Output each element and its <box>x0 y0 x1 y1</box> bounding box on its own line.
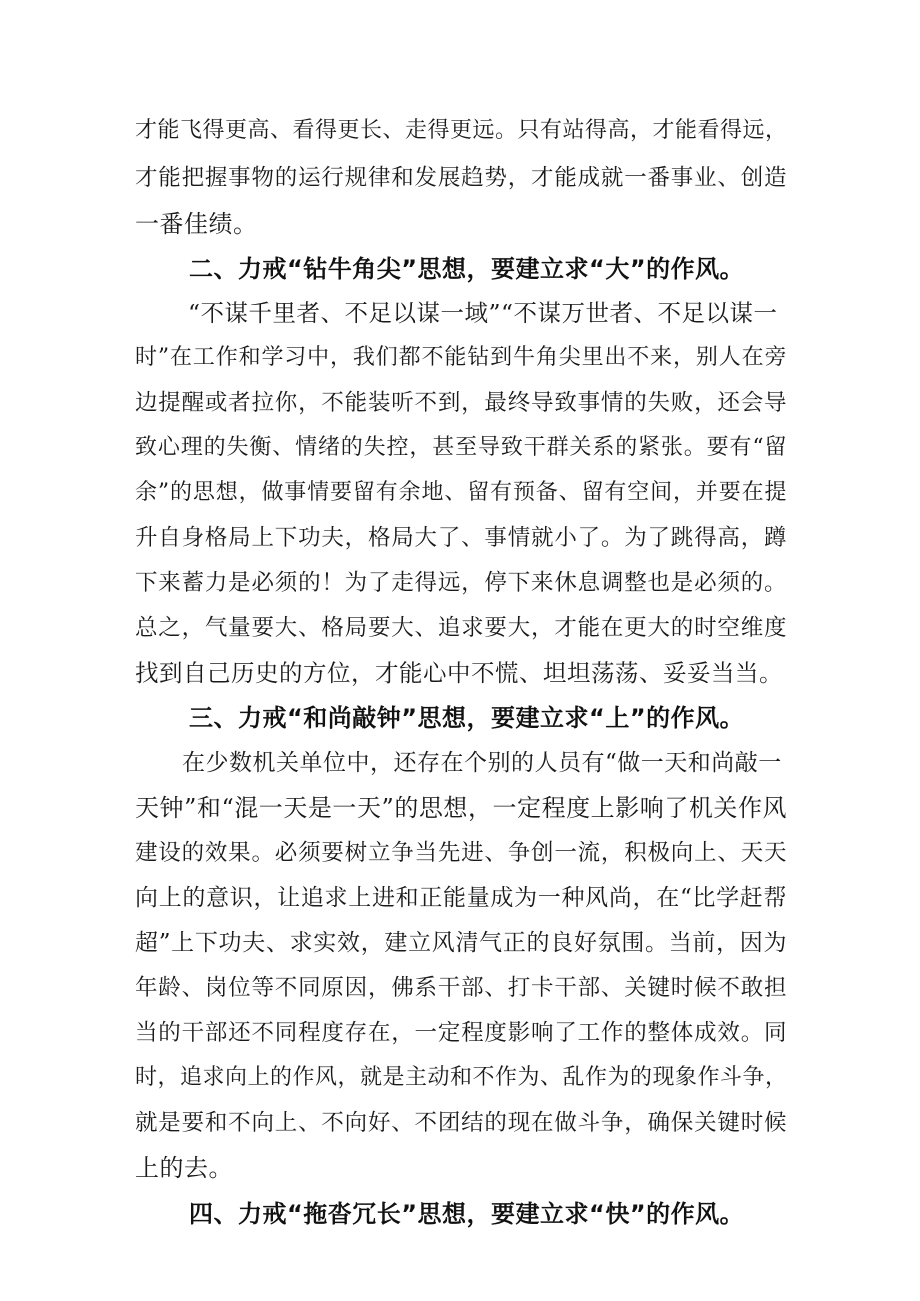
body-line: 才能把握事物的运行规律和发展趋势，才能成就一番事业、创造 <box>135 165 787 191</box>
body-line: 时，追求向上的作风，就是主动和不作为、乱作为的现象作斗争， <box>135 1065 788 1090</box>
body-line: 时”在工作和学习中，我们都不能钻到牛角尖里出不来，别人在旁 <box>135 345 787 370</box>
body-line: 就是要和不向上、不向好、不团结的现在做斗争，确保关键时候 <box>135 1110 787 1136</box>
body-line: 升自身格局上下功夫，格局大了、事情就小了。为了跳得高，蹲 <box>135 525 787 551</box>
body-line: 超”上下功夫、求实效，建立风清气正的良好氛围。当前，因为 <box>135 930 787 956</box>
body-line: 建设的效果。必须要树立争当先进、争创一流，积极向上、天天 <box>135 840 787 866</box>
body-line: 年龄、岗位等不同原因，佛系干部、打卡干部、关键时候不敢担 <box>135 975 787 1001</box>
section-heading-3: 三、力戒“和尚敲钟”思想，要建立求“上”的作风。 <box>189 704 745 732</box>
body-line: 向上的意识，让追求上进和正能量成为一种风尚，在“比学赶帮 <box>135 885 787 911</box>
body-line: 致心理的失衡、情绪的失控，甚至导致干群关系的紧张。要有“留 <box>135 435 787 460</box>
body-line: 天钟”和“混一天是一天”的思想，一定程度上影响了机关作风 <box>135 794 787 822</box>
body-line: 当的干部还不同程度存在，一定程度影响了工作的整体成效。同 <box>135 1020 787 1046</box>
body-line: 找到自己历史的方位，才能心中不慌、坦坦荡荡、妥妥当当。 <box>135 659 783 687</box>
body-line: “不谋千里者、不足以谋一域”“不谋万世者、不足以谋一 <box>188 299 778 327</box>
body-line: 才能飞得更高、看得更长、走得更远。只有站得高，才能看得远， <box>135 118 788 143</box>
body-line: 下来蓄力是必须的！为了走得远，停下来休息调整也是必须的。 <box>135 570 787 596</box>
section-heading-4: 四、力戒“拖沓冗长”思想，要建立求“快”的作风。 <box>189 1200 745 1228</box>
body-line: 在少数机关单位中，还存在个别的人员有“做一天和尚敲一 <box>182 750 782 776</box>
body-line: 上的去。 <box>135 1154 233 1182</box>
body-line: 一番佳绩。 <box>135 210 258 238</box>
body-line: 边提醒或者拉你，不能装听不到，最终导致事情的失败，还会导 <box>135 390 787 416</box>
body-line: 总之，气量要大、格局要大、追求要大，才能在更大的时空维度 <box>135 615 787 641</box>
section-heading-2: 二、力戒“钻牛角尖”思想，要建立求“大”的作风。 <box>189 255 745 283</box>
body-line: 余”的思想，做事情要留有余地、留有预备、留有空间，并要在提 <box>135 480 787 505</box>
